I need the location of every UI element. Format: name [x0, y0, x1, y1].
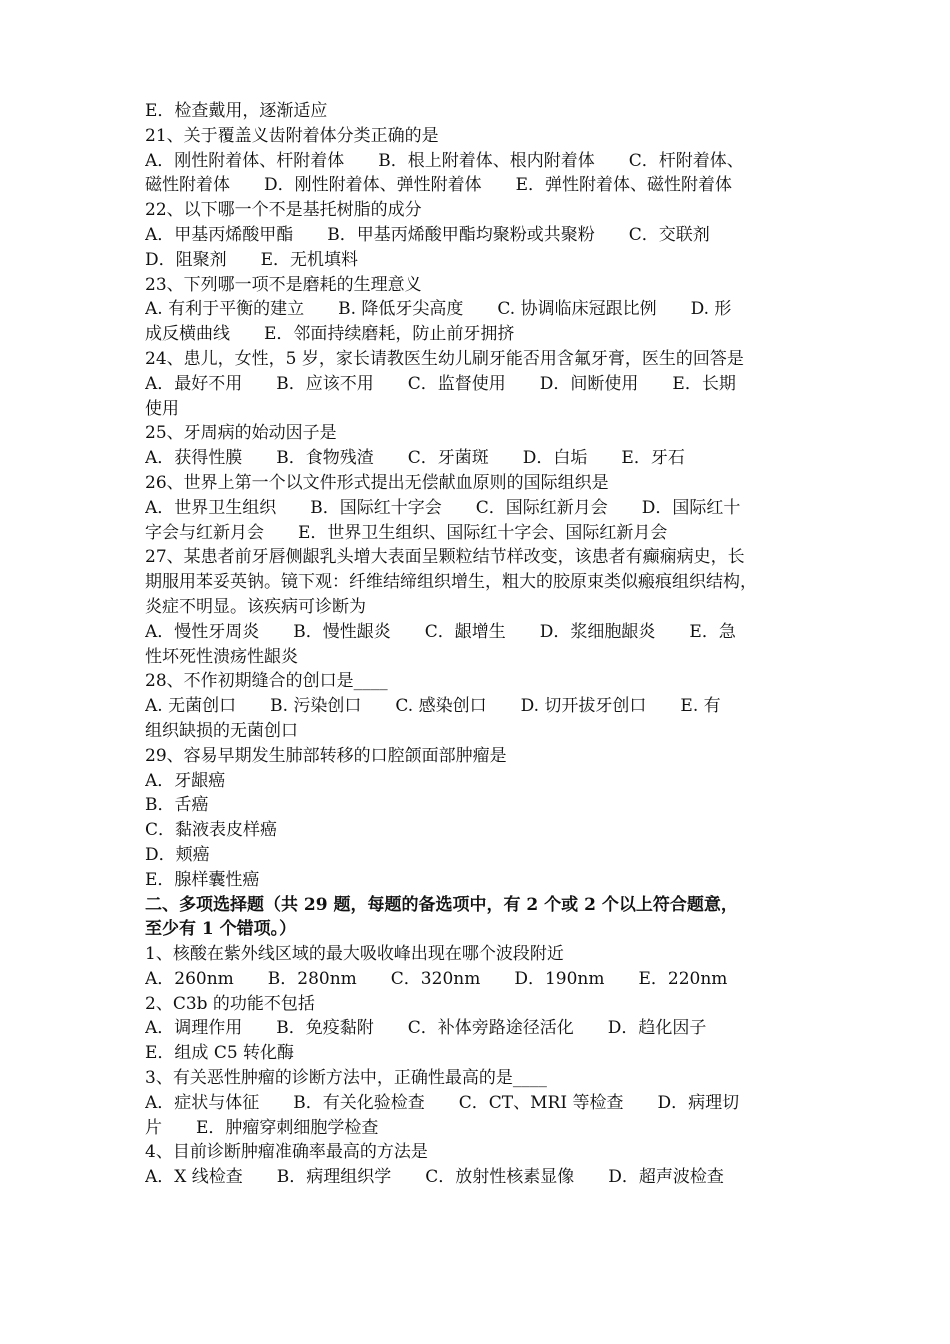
text-line: A．X 线检查 B．病理组织学 C．放射性核素显像 D．超声波检查	[145, 1167, 724, 1188]
text-line: A．牙龈癌	[145, 770, 226, 791]
text-line: A．260nm B．280nm C．320nm D．190nm E．220nm	[145, 968, 728, 989]
text-line: 4、目前诊断肿瘤准确率最高的方法是	[145, 1142, 428, 1163]
text-line: 25、牙周病的始动因子是	[145, 423, 337, 444]
text-line: D．阻聚剂 E．无机填料	[145, 249, 359, 270]
text-line: 性坏死性溃疡性龈炎	[145, 646, 298, 667]
text-line: 26、世界上第一个以文件形式提出无偿献血原则的国际组织是	[145, 472, 609, 493]
exam-text-body	[145, 99, 810, 1190]
text-line: D．颊癌	[145, 844, 210, 865]
text-line: 成反横曲线 E．邻面持续磨耗，防止前牙拥挤	[145, 324, 515, 345]
text-line: 27、某患者前牙唇侧龈乳头增大表面呈颗粒结节样改变，该患者有癫痫病史，长	[145, 547, 745, 568]
text-line: E．组成 C5 转化酶	[145, 1043, 295, 1064]
text-line: C．黏液表皮样癌	[145, 820, 278, 841]
text-line: E．检查戴用，逐渐适应	[145, 101, 328, 121]
text-line: 3、有关恶性肿瘤的诊断方法中，正确性最高的是____	[145, 1068, 547, 1089]
text-line: A. 无菌创口 B. 污染创口 C. 感染创口 D. 切开拔牙创口 E. 有	[145, 696, 721, 717]
text-line: 21、关于覆盖义齿附着体分类正确的是	[145, 125, 439, 146]
text-line: 使用	[145, 398, 179, 419]
text-line: 24、患儿，女性，5 岁，家长请教医生幼儿刷牙能否用含氟牙膏，医生的回答是	[145, 348, 744, 369]
text-line: A．最好不用 B．应该不用 C．监督使用 D．间断使用 E．长期	[145, 373, 736, 394]
text-line: A．慢性牙周炎 B．慢性龈炎 C．龈增生 D．浆细胞龈炎 E．急	[145, 621, 736, 642]
text-line: A．甲基丙烯酸甲酯 B．甲基丙烯酸甲酯均聚粉或共聚粉 C．交联剂	[145, 224, 710, 245]
text-line: 二、多项选择题（共 29 题，每题的备选项中，有 2 个或 2 个以上符合题意，	[145, 894, 738, 915]
text-line: E．腺样囊性癌	[145, 869, 260, 890]
text-line: A．调理作用 B．免疫黏附 C．补体旁路途径活化 D．趋化因子	[145, 1018, 707, 1039]
text-line: 1、核酸在紫外线区域的最大吸收峰出现在哪个波段附近	[145, 944, 564, 965]
text-line: 23、下列哪一项不是磨耗的生理意义	[145, 274, 422, 295]
text-line: 29、容易早期发生肺部转移的口腔颌面部肿瘤是	[145, 745, 507, 766]
text-line: A．获得性膜 B．食物残渣 C．牙菌斑 D．白垢 E．牙石	[145, 448, 685, 469]
text-line: A．症状与体征 B．有关化验检查 C．CT、MRI 等检查 D．病理切	[145, 1092, 740, 1113]
text-line: 22、以下哪一个不是基托树脂的成分	[145, 200, 422, 221]
text-line: 片 E．肿瘤穿刺细胞学检查	[145, 1117, 379, 1138]
text-line: A. 有利于平衡的建立 B. 降低牙尖高度 C. 协调临床冠跟比例 D. 形	[145, 299, 732, 320]
text-line: 字会与红新月会 E．世界卫生组织、国际红十字会、国际红新月会	[145, 522, 668, 543]
text-line: 期服用苯妥英钠。镜下观：纤维结缔组织增生，粗大的胶原束类似瘢痕组织结构，	[145, 572, 757, 593]
text-line: 2、C3b 的功能不包括	[145, 993, 315, 1014]
text-line: 至少有 1 个错项。）	[145, 919, 297, 940]
text-line: 组织缺损的无菌创口	[145, 720, 298, 741]
text-line: 磁性附着体 D．刚性附着体、弹性附着体 E．弹性附着体、磁性附着体	[145, 175, 733, 196]
text-line: 炎症不明显。该疾病可诊断为	[145, 596, 366, 617]
text-line: B．舌癌	[145, 795, 209, 816]
text-line: A．刚性附着体、杆附着体 B．根上附着体、根内附着体 C．杆附着体、	[145, 150, 744, 171]
text-line: A．世界卫生组织 B．国际红十字会 C．国际红新月会 D．国际红十	[145, 497, 741, 518]
text-line: 28、不作初期缝合的创口是____	[145, 671, 388, 692]
